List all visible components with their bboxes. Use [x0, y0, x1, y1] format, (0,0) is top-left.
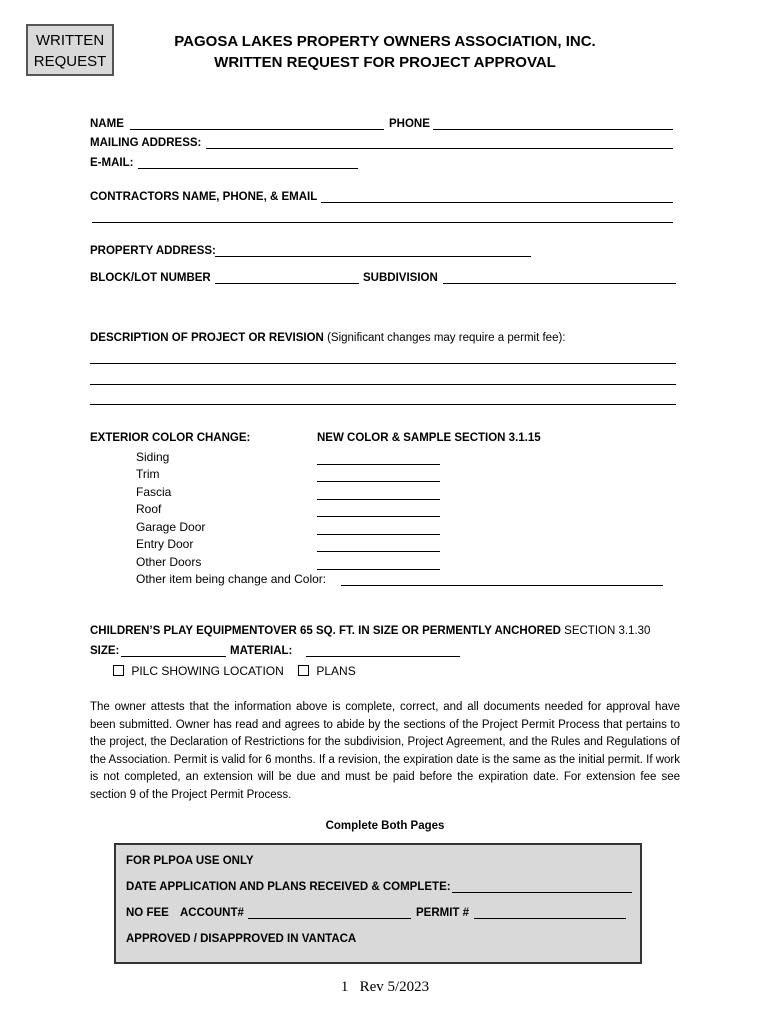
- plans-checkbox[interactable]: [298, 665, 309, 676]
- contractors-field[interactable]: [321, 202, 673, 203]
- color-field-other[interactable]: [341, 585, 663, 586]
- subdivision-label: SUBDIVISION: [363, 272, 438, 284]
- mailing-address-field[interactable]: [206, 148, 673, 149]
- written-request-badge: [26, 24, 114, 76]
- office-use-heading: FOR PLPOA USE ONLY: [126, 855, 254, 867]
- color-item-entry-door: Entry Door: [136, 537, 194, 551]
- name-field[interactable]: [130, 129, 384, 130]
- play-equipment-section: SECTION 3.1.30: [564, 625, 651, 637]
- play-equipment-heading: [90, 624, 650, 638]
- account-label: ACCOUNT#: [180, 907, 244, 919]
- description-line-2[interactable]: [90, 384, 676, 385]
- permit-field[interactable]: [474, 918, 626, 919]
- subdivision-field[interactable]: [443, 283, 676, 284]
- pilc-option[interactable]: [113, 664, 284, 678]
- color-field-other-doors[interactable]: [317, 569, 440, 570]
- organization-name: PAGOSA LAKES PROPERTY OWNERS ASSOCIATION, INC.: [174, 33, 596, 50]
- color-field-entry-door[interactable]: [317, 551, 440, 552]
- email-field[interactable]: [138, 168, 358, 169]
- plans-option[interactable]: [298, 664, 356, 678]
- name-label: NAME: [90, 118, 124, 130]
- owner-attestation: The owner attests that the information above is complete, correct, and all documents needed for approval have been submitted. Owner has read and agrees to abide by the sections of the Project Permit Process that pertains to the project, the Declaration of Restrictions for the subdivision, Project Agreement, and the Rules and Regulations of the Association. Permit is valid for 6 months. If a revision, the expiration date is the same as the initial permit. If work is not completed, an extension will be due and must be paid before the expiration date. For extension fee see section 9 of the Project Permit Process.: [90, 701, 680, 801]
- new-color-column-heading: NEW COLOR & SAMPLE SECTION 3.1.15: [317, 432, 541, 444]
- form-title: WRITTEN REQUEST FOR PROJECT APPROVAL: [214, 54, 556, 71]
- phone-label: PHONE: [389, 118, 430, 130]
- play-equipment-label: CHILDREN’S PLAY EQUIPMENTOVER 65 SQ. FT. IN SIZE OR PERMENTLY ANCHORED: [90, 625, 561, 637]
- exterior-color-heading: EXTERIOR COLOR CHANGE:: [90, 432, 251, 444]
- date-received-label: DATE APPLICATION AND PLANS RECEIVED & COMPLETE:: [126, 881, 451, 893]
- phone-field[interactable]: [433, 129, 673, 130]
- color-field-fascia[interactable]: [317, 499, 440, 500]
- material-field[interactable]: [306, 656, 460, 657]
- complete-both-pages: Complete Both Pages: [325, 820, 445, 832]
- approved-label: APPROVED / DISAPPROVED IN VANTACA: [126, 933, 357, 945]
- contractors-field-line-2[interactable]: [92, 222, 673, 223]
- size-label: SIZE:: [90, 645, 120, 657]
- property-address-label: PROPERTY ADDRESS:: [90, 245, 216, 257]
- badge-line-1: WRITTEN: [35, 32, 105, 49]
- color-item-fascia: Fascia: [136, 485, 172, 499]
- contractors-label: CONTRACTORS NAME, PHONE, & EMAIL: [90, 191, 318, 203]
- color-item-other-label: Other item being change and Color:: [136, 572, 327, 586]
- account-field[interactable]: [248, 918, 411, 919]
- property-address-field[interactable]: [215, 256, 531, 257]
- description-label: DESCRIPTION OF PROJECT OR REVISION: [90, 332, 324, 344]
- color-item-siding: Siding: [136, 450, 170, 464]
- mailing-address-label: MAILING ADDRESS:: [90, 137, 202, 149]
- block-lot-field[interactable]: [215, 283, 359, 284]
- description-line-3[interactable]: [90, 404, 676, 405]
- color-field-trim[interactable]: [317, 481, 440, 482]
- office-use-box: [114, 843, 642, 964]
- block-lot-label: BLOCK/LOT NUMBER: [90, 272, 211, 284]
- color-field-garage-door[interactable]: [317, 534, 440, 535]
- badge-line-2: REQUEST: [33, 53, 107, 70]
- color-item-other-doors: Other Doors: [136, 555, 202, 569]
- pilc-label: PILC SHOWING LOCATION: [131, 664, 284, 678]
- no-fee-label: NO FEE: [126, 907, 169, 919]
- description-line-1[interactable]: [90, 363, 676, 364]
- description-note: (Significant changes may require a permit fee):: [327, 332, 566, 344]
- color-item-roof: Roof: [136, 502, 162, 516]
- description-heading: [90, 331, 566, 345]
- email-label: E-MAIL:: [90, 157, 134, 169]
- color-item-garage-door: Garage Door: [136, 520, 206, 534]
- material-label: MATERIAL:: [230, 645, 293, 657]
- page-footer: [0, 979, 770, 996]
- size-field[interactable]: [121, 656, 226, 657]
- color-field-roof[interactable]: [317, 516, 440, 517]
- plans-label: PLANS: [316, 664, 356, 678]
- date-received-field[interactable]: [452, 892, 632, 893]
- permit-label: PERMIT #: [416, 907, 470, 919]
- color-item-trim: Trim: [136, 467, 160, 481]
- page-number: 1: [340, 979, 349, 995]
- revision-date: Rev 5/2023: [359, 979, 430, 995]
- pilc-checkbox[interactable]: [113, 665, 124, 676]
- color-field-siding[interactable]: [317, 464, 440, 465]
